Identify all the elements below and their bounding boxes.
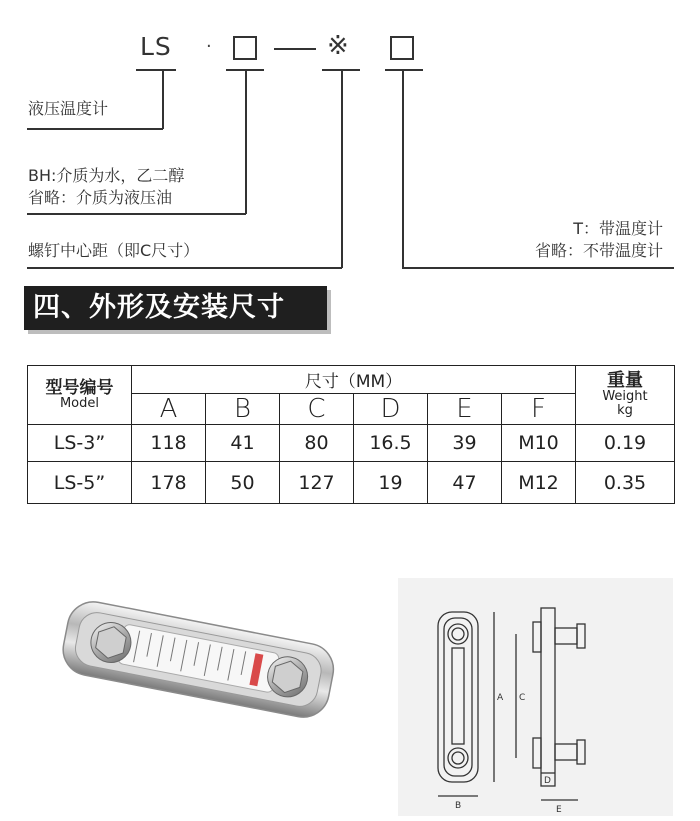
cell-b: 41: [206, 425, 280, 462]
cell-a: 178: [132, 462, 206, 504]
cell-b: 50: [206, 462, 280, 504]
level-gauge-photo-icon: [28, 575, 354, 735]
model-header-en: Model: [59, 396, 100, 411]
spec-table: [27, 365, 675, 504]
dim-letter-e: E: [428, 394, 502, 425]
leader-v-symbol: [341, 69, 343, 268]
underline-prefix: [136, 69, 176, 71]
model-prefix: LS: [140, 32, 172, 61]
leader-h-prefix: [27, 128, 163, 130]
cell-weight: 0.19: [576, 425, 675, 462]
product-photo: [28, 575, 354, 735]
cell-model: LS-3”: [28, 425, 132, 462]
cell-a: 118: [132, 425, 206, 462]
leader-v-medium: [245, 69, 247, 214]
cell-e: 47: [428, 462, 502, 504]
cell-d: 16.5: [354, 425, 428, 462]
underline-thermo: [385, 69, 423, 71]
table-row: [28, 462, 675, 504]
drawing-label-d: D: [544, 776, 551, 786]
table-row: [28, 425, 675, 462]
label-without-thermometer: 省略：不带温度计: [534, 241, 663, 260]
code-symbol: ※: [327, 31, 349, 61]
model-header: [28, 366, 132, 425]
label-with-thermometer: T：带温度计: [573, 219, 663, 238]
weight-header: [576, 366, 675, 425]
leader-h-medium: [27, 213, 246, 215]
cell-f: M12: [502, 462, 576, 504]
code-dot: ·: [206, 36, 212, 57]
code-box-medium: [233, 36, 257, 60]
dim-letter-a: A: [132, 394, 206, 425]
cell-d: 19: [354, 462, 428, 504]
leader-v-thermo: [402, 69, 404, 268]
label-medium-oil: 省略：介质为液压油: [28, 188, 173, 207]
label-medium-water: BH:介质为水，乙二醇: [28, 166, 185, 185]
cell-e: 39: [428, 425, 502, 462]
weight-header-cn: 重量: [607, 370, 643, 391]
leader-h-thermo: [402, 267, 674, 269]
cell-c: 80: [280, 425, 354, 462]
size-header: 尺寸（MM）: [132, 366, 576, 394]
leader-h-symbol: [27, 267, 342, 269]
weight-header-unit: kg: [617, 403, 633, 418]
dim-letter-f: F: [502, 394, 576, 425]
drawing-label-c: C: [519, 693, 526, 703]
dim-letter-c: C: [280, 394, 354, 425]
model-header-cn: 型号编号: [45, 378, 114, 398]
cell-f: M10: [502, 425, 576, 462]
section-title: 四、外形及安装尺寸: [24, 286, 327, 330]
leader-v-prefix: [162, 69, 164, 129]
label-hydraulic-thermometer: 液压温度计: [28, 99, 109, 118]
drawing-label-e: E: [556, 805, 562, 815]
label-center-distance: 螺钉中心距（即C尺寸）: [28, 241, 200, 260]
cell-weight: 0.35: [576, 462, 675, 504]
cell-model: LS-5”: [28, 462, 132, 504]
code-dash: [274, 48, 316, 50]
dim-letter-d: D: [354, 394, 428, 425]
dim-letter-b: B: [206, 394, 280, 425]
drawing-label-b: B: [455, 801, 462, 811]
weight-header-en: Weight: [602, 389, 648, 404]
cell-c: 127: [280, 462, 354, 504]
code-box-thermo: [390, 36, 414, 60]
drawing-label-a: A: [497, 693, 504, 703]
technical-drawing-icon: [398, 578, 673, 816]
technical-drawing: [398, 578, 673, 816]
